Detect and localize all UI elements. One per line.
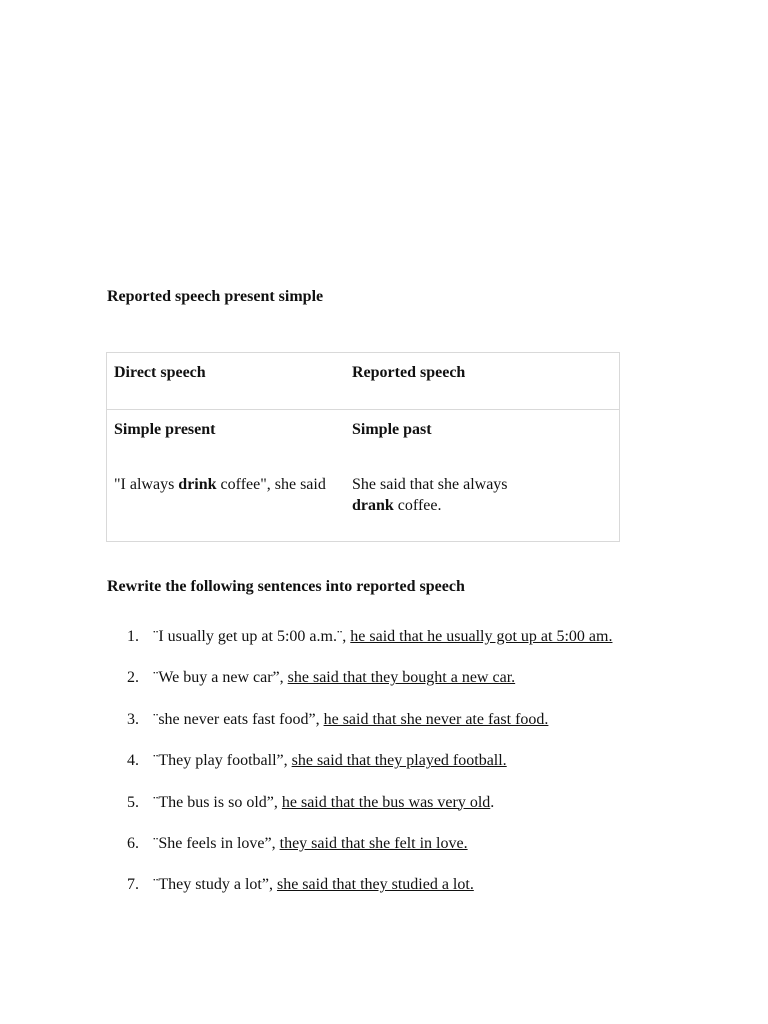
list-item (107, 667, 747, 708)
item-number: 5. (127, 793, 139, 811)
example-reported-verb: drank (352, 497, 394, 514)
item-number: 4. (127, 752, 139, 770)
item-answer: he said that the bus was very old (281, 793, 491, 811)
list-item (107, 833, 747, 874)
list-item (107, 874, 747, 915)
item-quote: ¨She feels in love”, (153, 834, 280, 852)
page-title: Reported speech present simple (107, 288, 324, 305)
example-direct-after: coffee", she said (216, 476, 326, 493)
header-direct-speech: Direct speech (114, 364, 206, 381)
instructions-heading: Rewrite the following sentences into reported speech (107, 578, 465, 595)
tense-simple-present: Simple present (114, 421, 216, 438)
item-answer: she said that they played football. (291, 752, 507, 770)
example-direct-before: "I always (114, 476, 179, 493)
list-item (107, 792, 747, 833)
item-answer: she said that they studied a lot. (276, 876, 474, 894)
item-answer: she said that they bought a new car. (287, 669, 516, 687)
list-item (107, 750, 747, 791)
item-number: 6. (127, 834, 139, 852)
item-quote: ¨We buy a new car”, (153, 669, 288, 687)
exercise-list (107, 626, 747, 916)
list-item (107, 626, 747, 667)
item-quote: ¨I usually get up at 5:00 a.m.¨, (153, 628, 351, 645)
table-divider (107, 409, 619, 410)
item-number: 1. (127, 628, 139, 645)
header-reported-speech: Reported speech (352, 364, 466, 381)
item-number: 2. (127, 669, 139, 687)
item-answer: he said that he usually got up at 5:00 am. (350, 628, 613, 645)
item-tail: . (490, 793, 495, 811)
list-item (107, 709, 747, 750)
example-reported-after: coffee. (393, 497, 442, 514)
tense-table (106, 352, 620, 542)
item-quote: ¨she never eats fast food”, (153, 710, 324, 728)
example-direct-verb: drink (178, 476, 217, 493)
item-quote: ¨They play football”, (153, 752, 292, 770)
item-quote: ¨The bus is so old”, (153, 793, 282, 811)
example-reported-before: She said that she always (352, 476, 508, 493)
tense-simple-past: Simple past (352, 421, 432, 438)
example-reported (352, 474, 532, 516)
item-number: 7. (127, 876, 139, 894)
item-answer: they said that she felt in love. (279, 834, 468, 852)
example-direct (114, 474, 334, 495)
item-quote: ¨They study a lot”, (153, 876, 277, 894)
item-answer: he said that she never ate fast food. (323, 710, 549, 728)
item-number: 3. (127, 710, 139, 728)
